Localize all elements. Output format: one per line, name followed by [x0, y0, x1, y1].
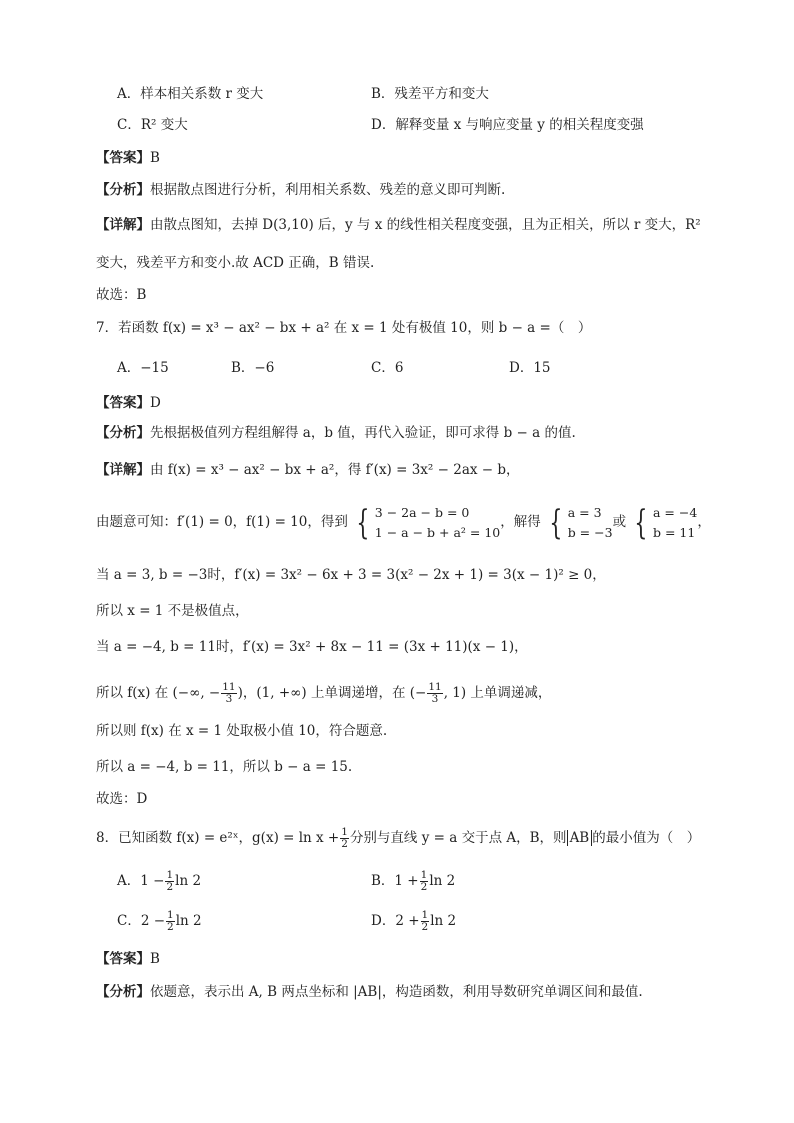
fraction-half: [165, 870, 174, 893]
q6-option-c: C．R² 变大: [117, 117, 188, 133]
fraction-numerator: 1: [167, 909, 174, 921]
q7-equation-system-line: [96, 502, 711, 543]
answer-tag: 【答案】: [96, 951, 150, 967]
detail-text: 由 f(x) = x³ − ax² − bx + a²，得 f′(x) = 3x² − 2ax − b，: [150, 462, 520, 478]
q7-option-a: A．−15: [117, 360, 169, 376]
answer-tag: 【答案】: [96, 395, 150, 411]
fraction-numerator: 1: [341, 826, 348, 838]
analysis-text: 根据散点图进行分析，利用相关系数、残差的意义即可判断.: [150, 182, 506, 198]
ln-term: ln 2: [429, 873, 456, 889]
q6-detail-continued: 变大，残差平方和变小.故 ACD 正确，B 错误.: [96, 255, 375, 271]
brace-icon: {: [549, 502, 563, 543]
q8-option-d: [371, 906, 456, 936]
fraction-half: [420, 870, 429, 893]
q7-answer: [96, 394, 161, 412]
fraction-numerator: 1: [421, 909, 429, 921]
system-row: 3 − 2a − b = 0: [374, 504, 470, 520]
option-prefix: C．2 −: [117, 913, 166, 929]
analysis-text: 先根据极值列方程组解得 a，b 值，再代入验证，即可求得 b − a 的值.: [150, 425, 576, 441]
system-row: b = −3: [567, 524, 613, 540]
answer-value: B: [150, 951, 160, 967]
fraction-numerator: 1: [166, 869, 174, 881]
q7-case2: 当 a = −4, b = 11时，f′(x) = 3x² + 8x − 11 = (3x + 11)(x − 1)，: [96, 639, 528, 655]
stem-text: 的最小值为（ ）: [592, 830, 701, 846]
end-comma: ，: [697, 514, 711, 530]
analysis-tag: 【分析】: [96, 425, 150, 441]
q6-option-a: A．样本相关系数 r 变大: [117, 86, 264, 102]
fraction: [221, 682, 236, 705]
mono-text: )，(1, +∞) 上单调递增，在 (−: [237, 685, 427, 701]
ln-term: ln 2: [430, 913, 457, 929]
system-row: a = 3: [567, 504, 602, 520]
q7-case1: 当 a = 3, b = −3时，f′(x) = 3x² − 6x + 3 = 3(x² − 2x + 1) = 3(x − 1)² ≥ 0，: [96, 567, 606, 583]
q8-option-a: [117, 866, 201, 896]
q8-option-c: [117, 906, 202, 936]
fraction: [427, 682, 442, 705]
q7-minimum: 所以则 f(x) 在 x = 1 处取极小值 10，符合题意.: [96, 723, 388, 739]
detail-tag: 【详解】: [96, 462, 150, 478]
fraction-denominator: 2: [421, 921, 429, 933]
fraction-half: [340, 827, 349, 850]
stem-text: 8．已知函数 f(x) = e²ˣ，g(x) = ln x +: [96, 830, 340, 846]
option-prefix: A．1 −: [117, 873, 165, 889]
q7-result: 所以 a = −4, b = 11，所以 b − a = 15.: [96, 759, 353, 775]
or-word: 或: [612, 514, 627, 530]
q8-answer: [96, 950, 160, 968]
q6-detail: [96, 216, 701, 234]
system-row: 1 − a − b + a² = 10: [374, 524, 501, 540]
equation-system-2: [545, 503, 613, 543]
fraction-denominator: 2: [341, 838, 348, 850]
analysis-text: 依题意，表示出 A, B 两点坐标和 |AB|，构造函数，利用导数研究单调区间和最值.: [150, 984, 643, 1000]
fraction-denominator: 2: [167, 921, 174, 933]
fraction-numerator: 1: [420, 869, 428, 881]
detail-tag: 【详解】: [96, 217, 150, 233]
option-prefix: D．2 +: [371, 913, 420, 929]
answer-value: D: [150, 395, 161, 411]
solve-word: ，解得: [500, 514, 541, 530]
ln-term: ln 2: [175, 913, 202, 929]
fraction-denominator: 3: [431, 693, 439, 705]
detail-text: 由散点图知，去掉 D(3,10) 后，y 与 x 的线性相关程度变强，且为正相关，所以 r 变大，R²: [150, 217, 701, 233]
condition-text: 由题意可知：f′(1) = 0，f(1) = 10，得到: [96, 514, 348, 530]
q8-option-b: [371, 866, 455, 896]
q7-choice: 故选：D: [96, 791, 148, 807]
q7-option-b: B．−6: [231, 360, 275, 376]
fraction-half: [166, 910, 175, 933]
q8-analysis: [96, 983, 643, 1001]
mono-text: , 1) 上单调递减，: [443, 685, 552, 701]
brace-icon: {: [356, 502, 370, 543]
q6-option-d: D．解释变量 x 与响应变量 y 的相关程度变强: [371, 117, 644, 133]
q6-choice: 故选：B: [96, 287, 147, 303]
system-row: a = −4: [653, 504, 698, 520]
answer-value: B: [150, 150, 160, 166]
q7-stem: 7．若函数 f(x) = x³ − ax² − bx + a² 在 x = 1 处有极值 10，则 b − a =（ ）: [96, 320, 592, 336]
analysis-tag: 【分析】: [96, 182, 150, 198]
fraction-numerator: 11: [428, 681, 442, 693]
stem-text: 分别与直线 y = a 交于点 A，B，则: [349, 830, 567, 846]
fraction-half: [421, 910, 430, 933]
mono-text: 所以 f(x) 在 (−∞, −: [96, 685, 221, 701]
fraction-denominator: 2: [166, 881, 174, 893]
fraction-numerator: 11: [222, 681, 236, 693]
q6-analysis: [96, 181, 505, 199]
q7-option-c: C．6: [371, 360, 404, 376]
q6-answer: [96, 149, 160, 167]
q7-monotonicity: [96, 678, 551, 708]
q7-analysis: [96, 424, 576, 442]
equation-system-3: [630, 503, 697, 543]
system-row: b = 11: [653, 524, 696, 540]
q8-stem: [96, 823, 700, 853]
abs-ab: AB: [567, 830, 593, 846]
answer-tag: 【答案】: [96, 150, 150, 166]
analysis-tag: 【分析】: [96, 984, 150, 1000]
option-prefix: B．1 +: [371, 873, 419, 889]
q7-option-d: D．15: [509, 360, 551, 376]
q7-detail: [96, 461, 520, 479]
fraction-denominator: 3: [225, 693, 233, 705]
q6-option-b: B．残差平方和变大: [371, 86, 489, 102]
q7-not-extremum: 所以 x = 1 不是极值点，: [96, 603, 249, 619]
equation-system-1: [352, 503, 500, 543]
ln-term: ln 2: [175, 873, 202, 889]
fraction-denominator: 2: [420, 881, 428, 893]
brace-icon: {: [634, 502, 648, 543]
